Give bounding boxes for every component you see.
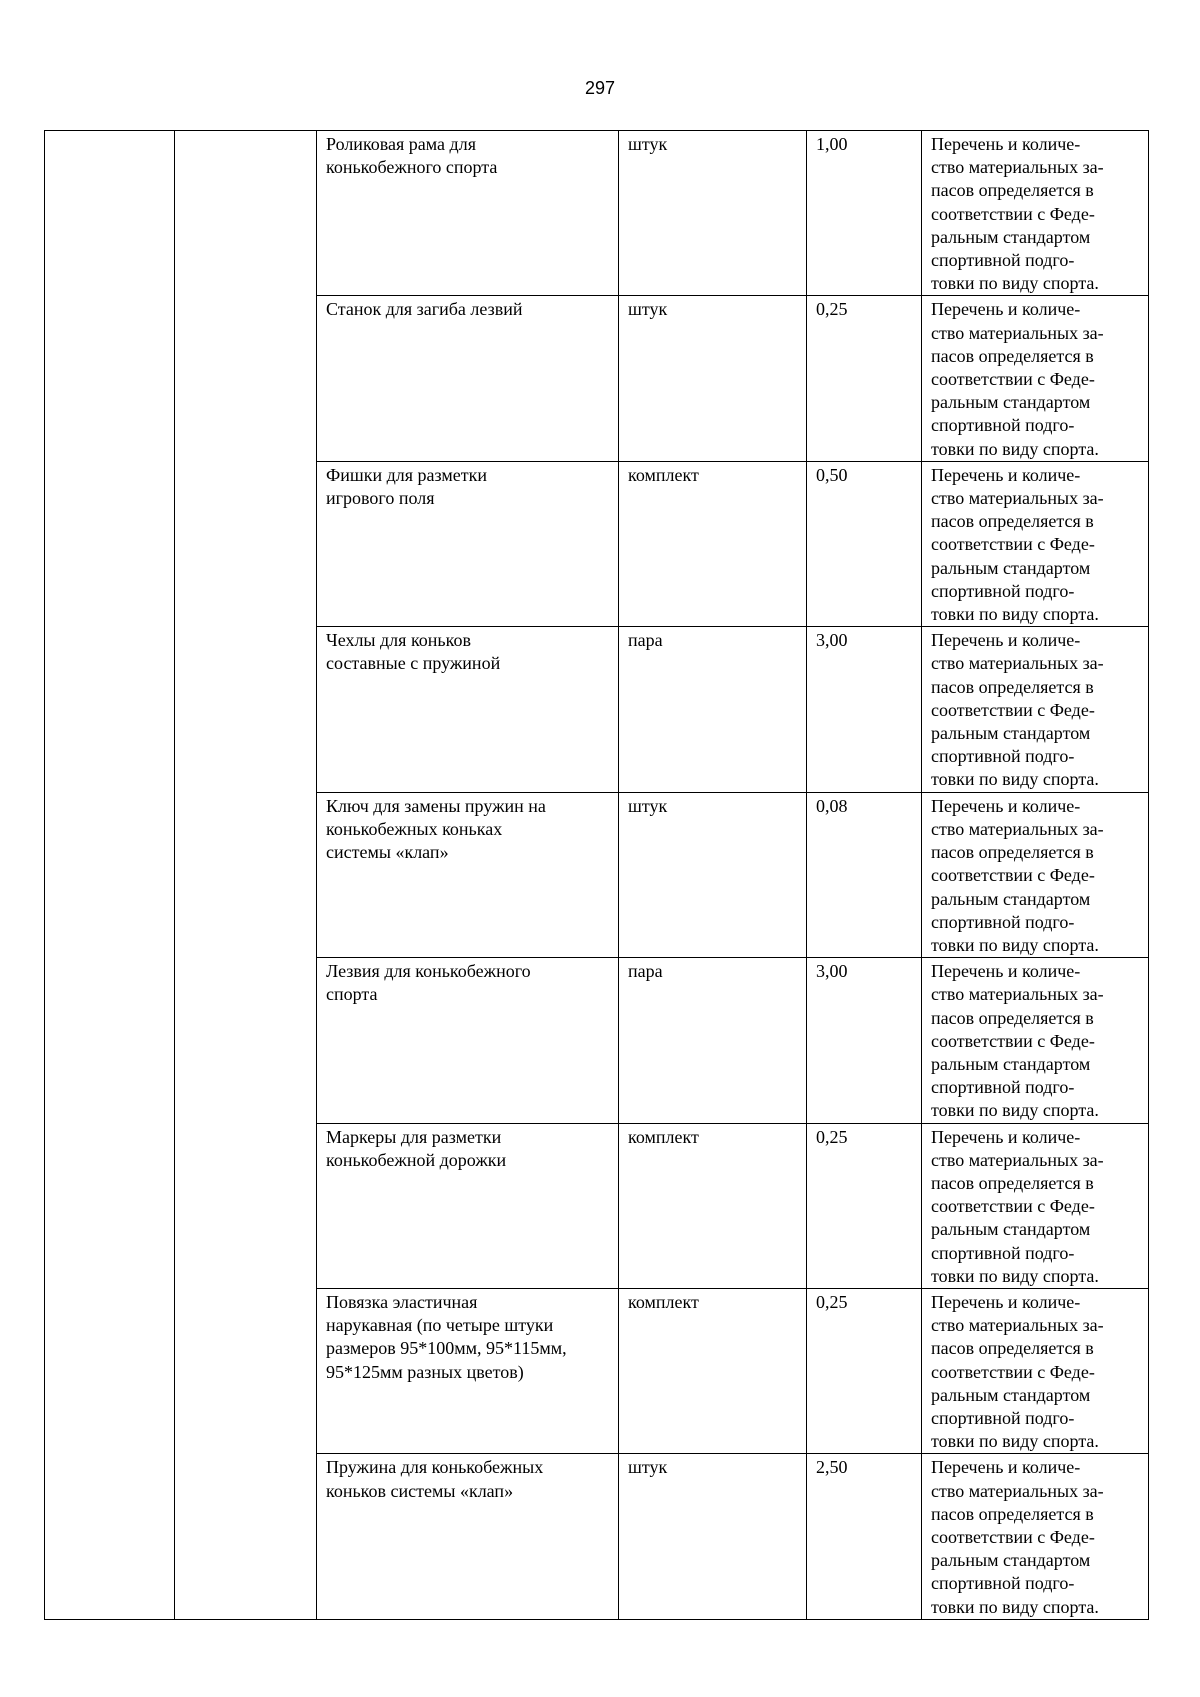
unit-cell: штук — [619, 296, 807, 461]
unit-cell: комплект — [619, 1123, 807, 1288]
item-name-cell: Ключ для замены пружин на конькобежных коньках системы «клап» — [317, 792, 619, 957]
note-cell: Перечень и количе- ство материальных за- пасов определяется в соответствии с Феде- ральным стандартом спортивной подго- товки по виду спорта. — [922, 131, 1149, 296]
item-name-cell: Фишки для разметки игрового поля — [317, 461, 619, 626]
item-name-cell: Чехлы для коньков составные с пружиной — [317, 627, 619, 792]
empty-column-2-cell — [175, 131, 317, 1620]
quantity-cell: 0,50 — [807, 461, 922, 626]
note-cell: Перечень и количе- ство материальных за- пасов определяется в соответствии с Феде- ральным стандартом спортивной подго- товки по виду спорта. — [922, 296, 1149, 461]
unit-cell: штук — [619, 792, 807, 957]
note-cell: Перечень и количе- ство материальных за- пасов определяется в соответствии с Феде- ральным стандартом спортивной подго- товки по виду спорта. — [922, 958, 1149, 1123]
quantity-cell: 1,00 — [807, 131, 922, 296]
item-name-cell: Повязка эластичная нарукавная (по четыре штуки размеров 95*100мм, 95*115мм, 95*125мм разных цветов) — [317, 1288, 619, 1453]
note-cell: Перечень и количе- ство материальных за- пасов определяется в соответствии с Феде- ральным стандартом спортивной подго- товки по виду спорта. — [922, 461, 1149, 626]
item-name-cell: Станок для загиба лезвий — [317, 296, 619, 461]
item-name-cell: Пружина для конькобежных коньков системы «клап» — [317, 1454, 619, 1619]
item-name-cell: Лезвия для конькобежного спорта — [317, 958, 619, 1123]
note-cell: Перечень и количе- ство материальных за- пасов определяется в соответствии с Феде- ральным стандартом спортивной подго- товки по виду спорта. — [922, 1454, 1149, 1619]
quantity-cell: 0,08 — [807, 792, 922, 957]
materials-table-body — [45, 131, 1149, 1620]
materials-table — [44, 130, 1149, 1620]
empty-column-1-cell — [45, 131, 175, 1620]
item-name-cell: Роликовая рама для конькобежного спорта — [317, 131, 619, 296]
quantity-cell: 0,25 — [807, 1123, 922, 1288]
table-row — [45, 131, 1149, 296]
unit-cell: пара — [619, 627, 807, 792]
item-name-cell: Маркеры для разметки конькобежной дорожки — [317, 1123, 619, 1288]
quantity-cell: 0,25 — [807, 296, 922, 461]
quantity-cell: 3,00 — [807, 627, 922, 792]
unit-cell: штук — [619, 131, 807, 296]
unit-cell: комплект — [619, 1288, 807, 1453]
quantity-cell: 0,25 — [807, 1288, 922, 1453]
unit-cell: штук — [619, 1454, 807, 1619]
unit-cell: комплект — [619, 461, 807, 626]
note-cell: Перечень и количе- ство материальных за- пасов определяется в соответствии с Феде- ральным стандартом спортивной подго- товки по виду спорта. — [922, 1288, 1149, 1453]
quantity-cell: 3,00 — [807, 958, 922, 1123]
note-cell: Перечень и количе- ство материальных за- пасов определяется в соответствии с Феде- ральным стандартом спортивной подго- товки по виду спорта. — [922, 627, 1149, 792]
note-cell: Перечень и количе- ство материальных за- пасов определяется в соответствии с Феде- ральным стандартом спортивной подго- товки по виду спорта. — [922, 792, 1149, 957]
unit-cell: пара — [619, 958, 807, 1123]
quantity-cell: 2,50 — [807, 1454, 922, 1619]
page-number: 297 — [584, 78, 616, 98]
note-cell: Перечень и количе- ство материальных за- пасов определяется в соответствии с Феде- ральным стандартом спортивной подго- товки по виду спорта. — [922, 1123, 1149, 1288]
